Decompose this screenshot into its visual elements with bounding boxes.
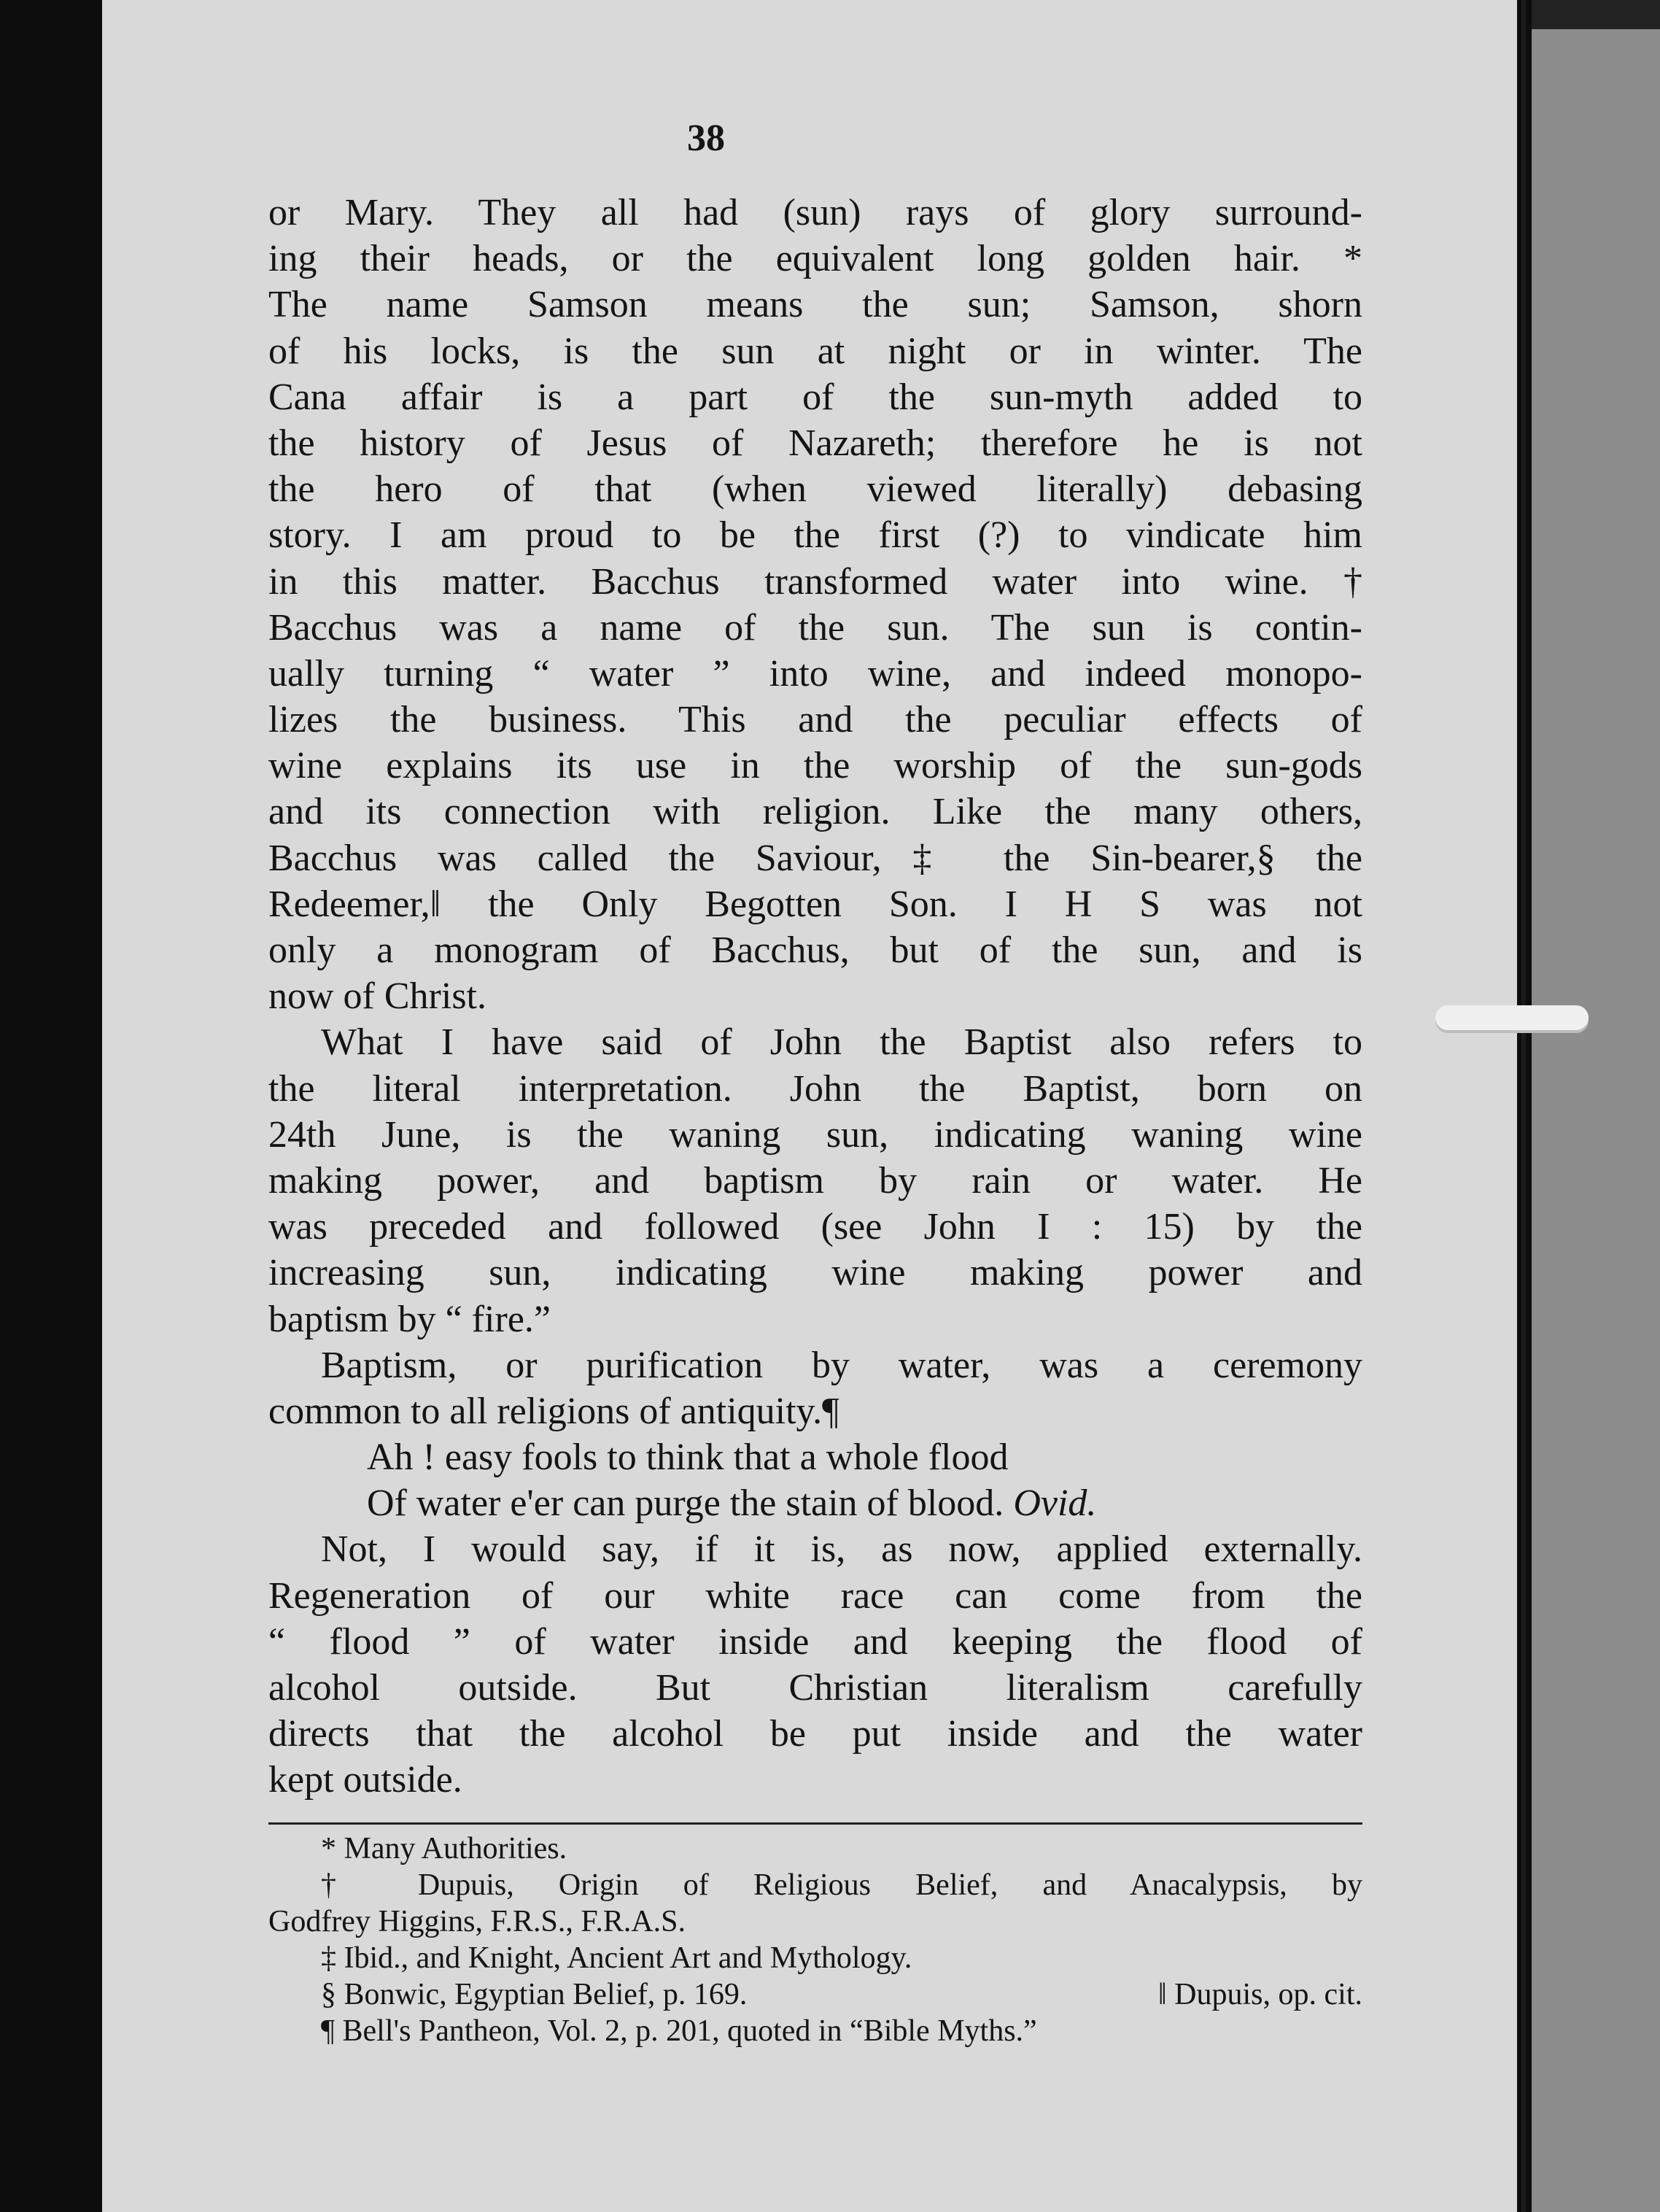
text-line: Bacchus was a name of the sun. The sun is contin- [268, 606, 1362, 649]
scan-border [1532, 0, 1660, 29]
footnote: ‖ Dupuis, op. cit. [1157, 1977, 1362, 2011]
poem-attribution: Ovid. [1013, 1482, 1097, 1525]
page-text [268, 109, 1362, 2049]
footnote: ¶ Bell's Pantheon, Vol. 2, p. 201, quoted in “Bible Myths.” [321, 2014, 1037, 2048]
footnote: ‡ Ibid., and Knight, Ancient Art and Mythology. [321, 1941, 912, 1975]
footnote: Godfrey Higgins, F.R.S., F.R.A.S. [268, 1904, 686, 1938]
poem-line [268, 1480, 1362, 1526]
text-line: kept outside. [268, 1759, 462, 1801]
footnote: § Bonwic, Egyptian Belief, p. 169. [321, 1977, 748, 2011]
text-line: Not, I would say, if it is, as now, applied externally. [321, 1528, 1362, 1571]
paragraph-3 [268, 1342, 1362, 1434]
text-line: the literal interpretation. John the Baptist, born on [268, 1067, 1362, 1110]
footnote: † Dupuis, Origin of Religious Belief, and Anacalypsis, by [321, 1868, 1362, 1902]
text-line: directs that the alcohol be put inside and the water [268, 1713, 1362, 1755]
text-line: ing their heads, or the equivalent long golden hair. * [268, 238, 1362, 280]
adjacent-page-strip [1532, 29, 1660, 2212]
text-line: the history of Jesus of Nazareth; therefore he is not [268, 422, 1362, 464]
text-line: now of Christ. [268, 975, 486, 1018]
text-line: in this matter. Bacchus transformed water into wine.† [268, 560, 1362, 603]
text-line: only a monogram of Bacchus, but of the sun, and is [268, 929, 1362, 971]
text-line: or Mary. They all had (sun) rays of glory surround- [268, 192, 1362, 233]
text-line: 24th June, is the waning sun, indicating waning wine [268, 1113, 1362, 1156]
text-line: increasing sun, indicating wine making power and [268, 1252, 1362, 1294]
text-line: the hero of that (when viewed literally) debasing [268, 468, 1362, 511]
text-line: Regeneration of our white race can come from the [268, 1574, 1362, 1617]
paragraph-2 [268, 1019, 1362, 1342]
text-line: Bacchus was called the Saviour,‡ the Sin-bearer,§ the [268, 837, 1362, 879]
text-line: and its connection with religion. Like the many others, [268, 791, 1362, 833]
page-number: 38 [687, 117, 725, 159]
poem-line-text: Of water e'er can purge the stain of blood. [367, 1482, 1004, 1525]
footnote-row [268, 1976, 1362, 2013]
text-line: “ flood ” of water inside and keeping the flood of [268, 1620, 1362, 1663]
text-line: What I have said of John the Baptist also refers to [321, 1021, 1362, 1064]
text-line: wine explains its use in the worship of the sun-gods [268, 745, 1362, 787]
footnote: * Many Authorities. [321, 1831, 567, 1865]
text-line: was preceded and followed (see John I : 15) by the [268, 1206, 1362, 1248]
text-line: ually turning “ water ” into wine, and indeed monopo- [268, 652, 1362, 695]
paragraph-4 [268, 1526, 1362, 1803]
poem-quote [268, 1434, 1362, 1526]
text-line: common to all religions of antiquity.¶ [268, 1390, 839, 1432]
text-line: of his locks, is the sun at night or in winter. The [268, 330, 1362, 372]
text-line: making power, and baptism by rain or water. He [268, 1159, 1362, 1202]
page-edge [1521, 0, 1526, 2212]
text-line: Cana affair is a part of the sun-myth added to [268, 376, 1362, 418]
paragraph-1 [268, 190, 1362, 1019]
text-line: The name Samson means the sun; Samson, shorn [268, 284, 1362, 326]
poem-line: Ah ! easy fools to think that a whole flood [367, 1436, 1009, 1479]
text-line: alcohol outside. But Christian literalism carefully [268, 1667, 1362, 1709]
text-line: baptism by “ fire.” [268, 1298, 551, 1340]
footnotes [268, 1830, 1362, 2049]
text-line: Redeemer,‖ the Only Begotten Son. I H S was not [268, 883, 1362, 925]
text-line: Baptism, or purification by water, was a ceremony [321, 1344, 1362, 1386]
text-line: lizes the business. This and the peculiar effects of [268, 699, 1362, 741]
footnote-divider [268, 1822, 1362, 1825]
binding-string [1435, 1005, 1589, 1030]
text-line: story. I am proud to be the first (?) to vindicate him [268, 514, 1362, 557]
